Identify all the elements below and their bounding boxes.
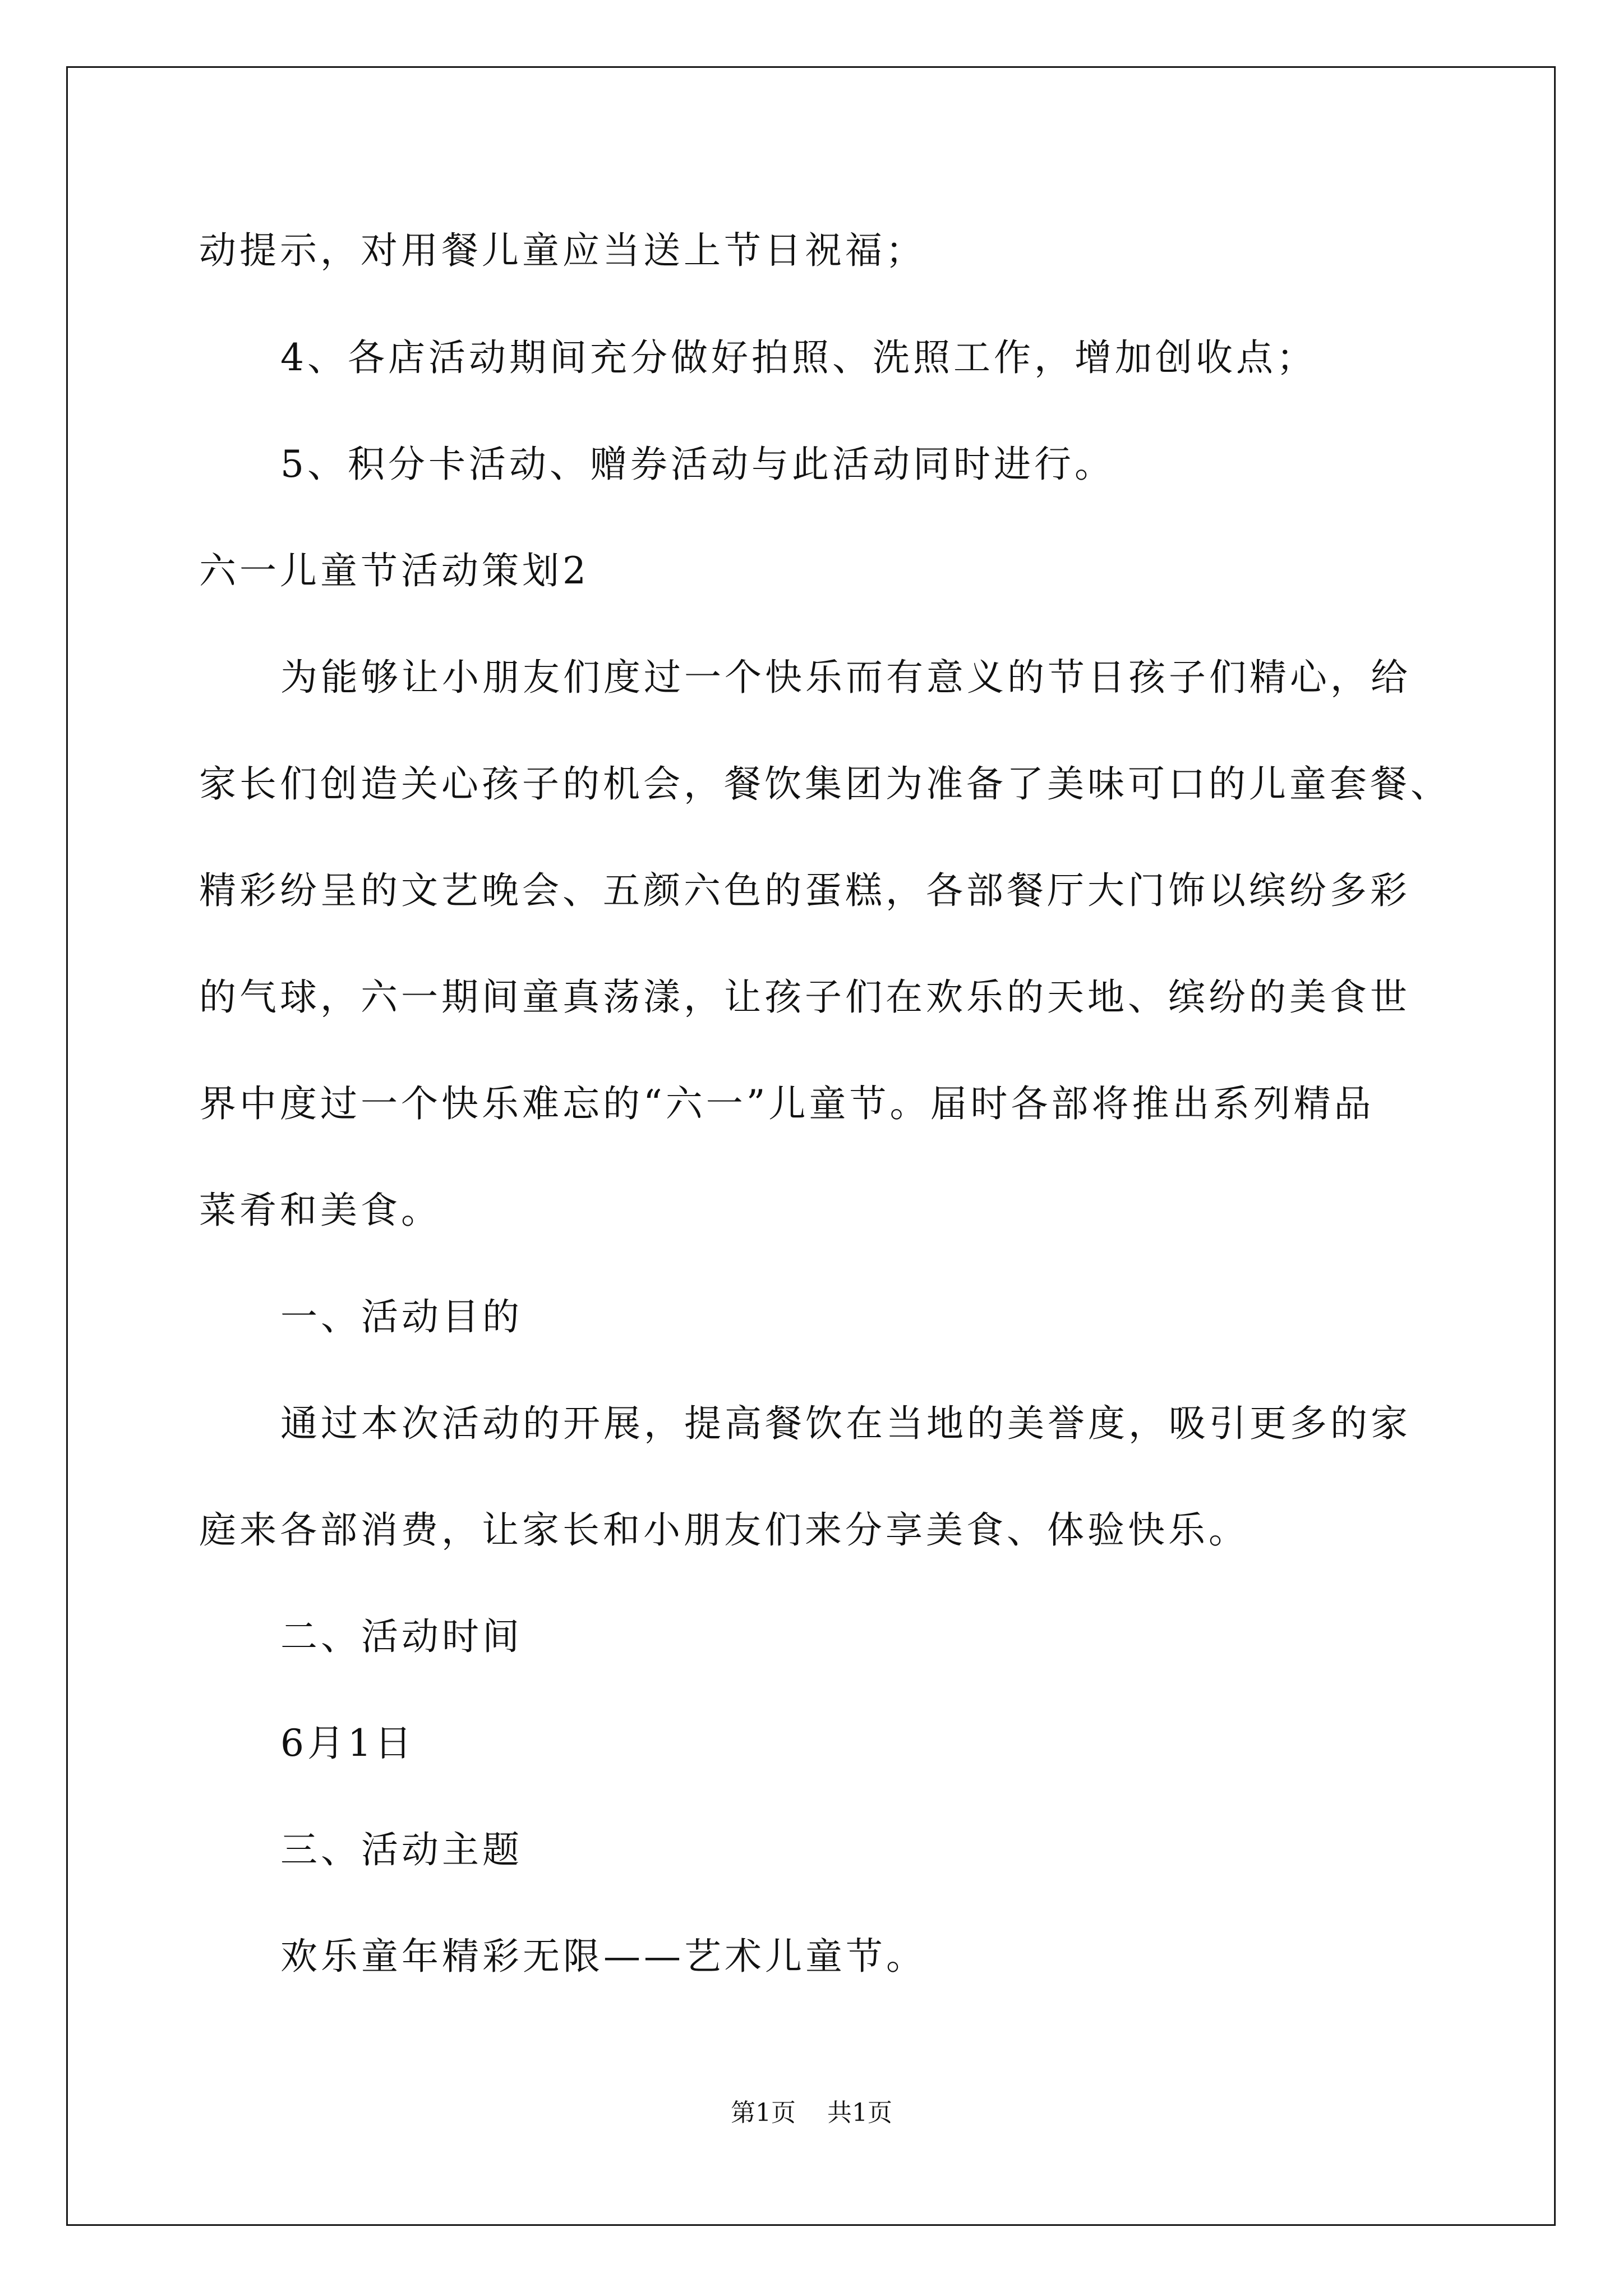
text-line: 菜肴和美食。	[199, 1189, 441, 1232]
heading: 三、活动主题	[280, 1828, 523, 1871]
text-line: 为能够让小朋友们度过一个快乐而有意义的节日孩子们精心，给	[280, 656, 1411, 699]
section-title: 六一儿童节活动策划2	[199, 549, 589, 592]
text-line: 通过本次活动的开展，提高餐饮在当地的美誉度，吸引更多的家	[280, 1402, 1411, 1445]
text-line: 4、各店活动期间充分做好拍照、洗照工作，增加创收点；	[280, 336, 1317, 379]
text-line: 庭来各部消费，让家长和小朋友们来分享美食、体验快乐。	[199, 1508, 1249, 1552]
heading: 一、活动目的	[280, 1295, 523, 1338]
text-line: 精彩纷呈的文艺晚会、五颜六色的蛋糕，各部餐厅大门饰以缤纷多彩	[199, 869, 1410, 912]
text-line: 欢乐童年精彩无限——艺术儿童节。	[280, 1935, 926, 1978]
page-number: 第1页	[731, 2099, 796, 2127]
text-line: 家长们创造关心孩子的机会，餐饮集团为准备了美味可口的儿童套餐、	[199, 762, 1451, 806]
heading: 二、活动时间	[280, 1615, 523, 1658]
page-footer	[0, 2101, 1623, 2125]
text-line: 界中度过一个快乐难忘的“六一”儿童节。届时各部将推出系列精品	[199, 1082, 1375, 1125]
page-total: 共1页	[827, 2099, 892, 2127]
text-line: 动提示，对用餐儿童应当送上节日祝福；	[199, 229, 926, 272]
text-line: 5、积分卡活动、赠券活动与此活动同时进行。	[280, 443, 1115, 486]
text-line: 6月1日	[280, 1722, 415, 1765]
text-line: 的气球，六一期间童真荡漾，让孩子们在欢乐的天地、缤纷的美食世	[199, 976, 1410, 1019]
page-border	[66, 66, 1556, 2226]
